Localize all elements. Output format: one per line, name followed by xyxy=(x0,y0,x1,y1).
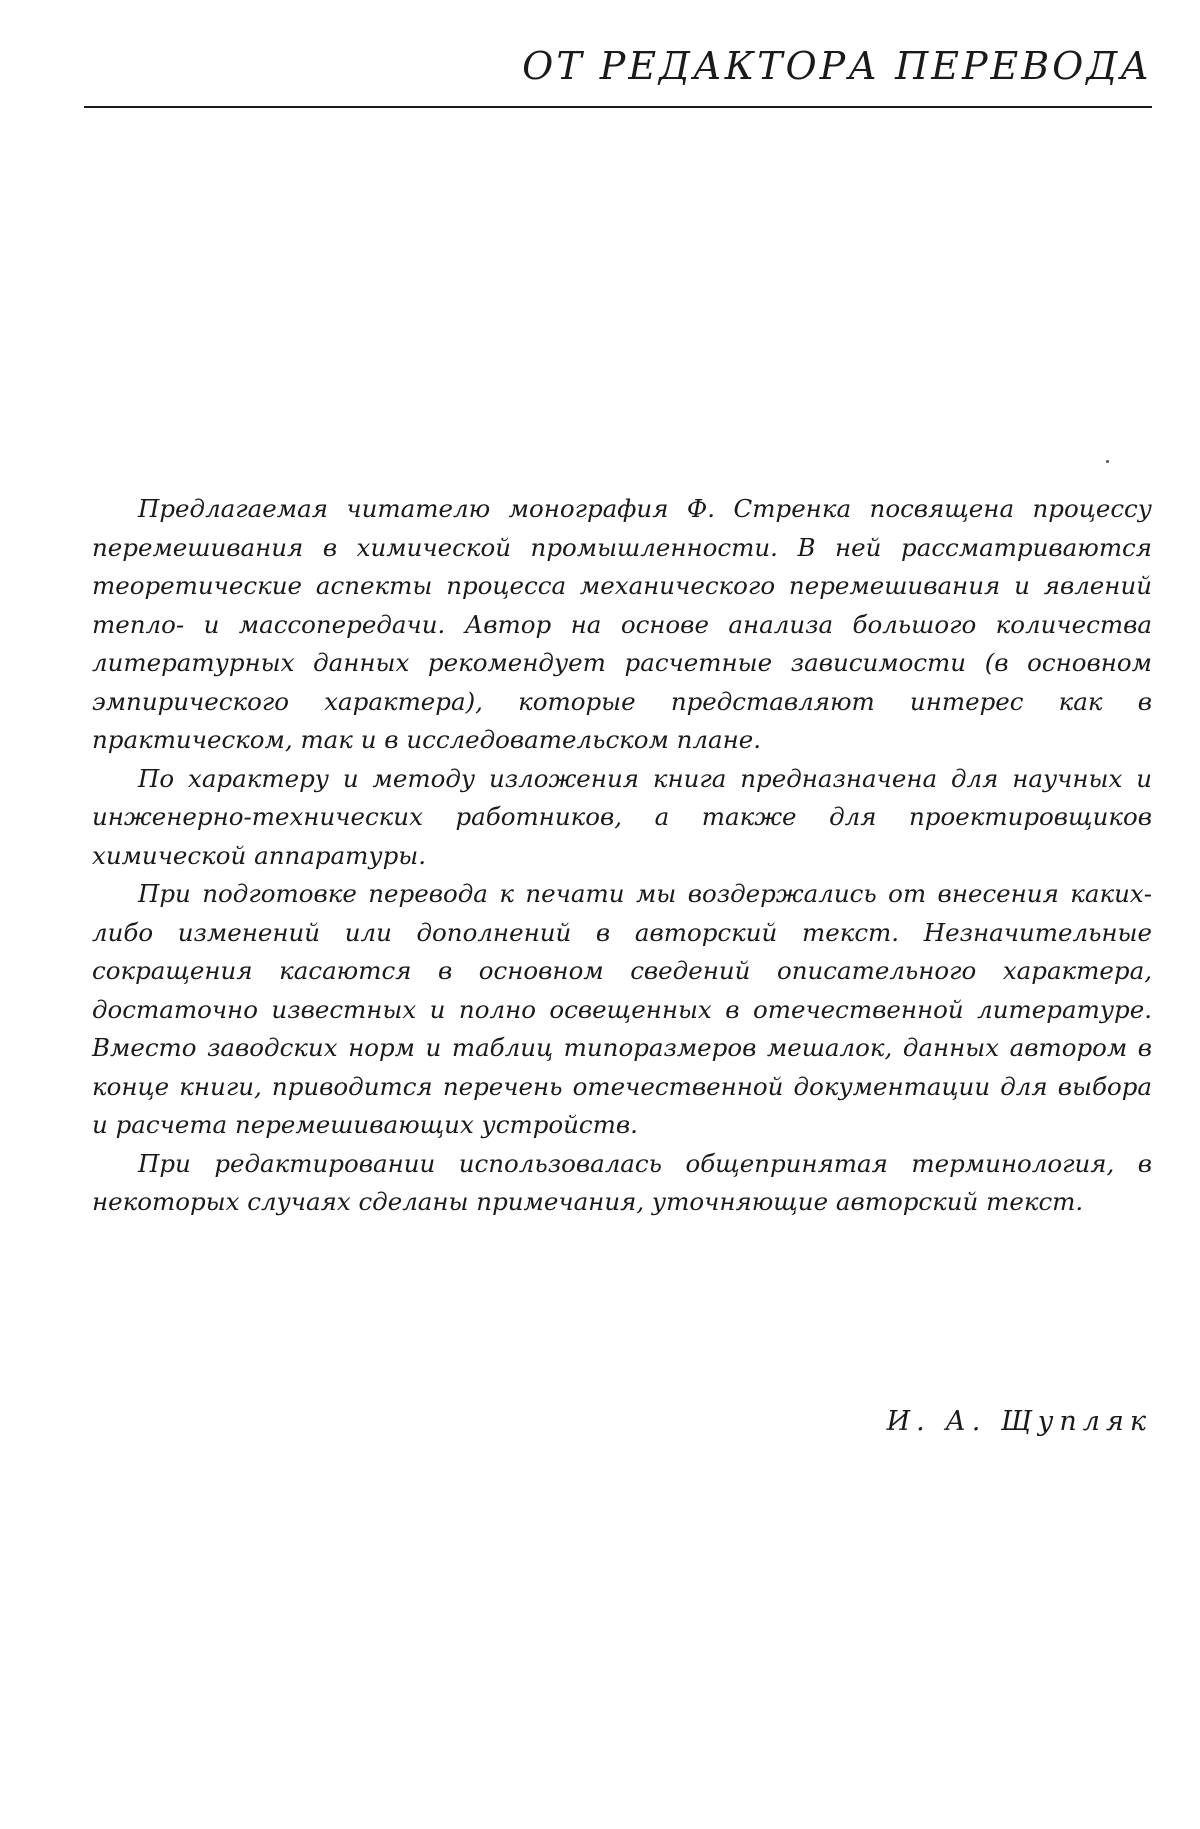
paragraph-translation-notes: При подготовке перевода к печати мы воздержались от внесения каких-либо изменений или дополнений в авторский текст. Незначительные сокращения касаются в основном сведений описательного характера, достаточно известных и полно освещенных в отечественной литературе. Вместо заводских норм и таблиц типоразмеров мешалок, данных автором в конце книги, приводится перечень отечественной документации для выбора и расчета перемешивающих устройств. xyxy=(92,879,1152,1139)
paragraph-terminology: При редактировании использовалась общепринятая терминология, в некоторых случаях сделаны примечания, уточняющие авторский текст. xyxy=(92,1148,1152,1216)
title-underline-rule xyxy=(84,106,1152,108)
paragraph-intro: Предлагаемая читателю монография Ф. Стренка посвящена процессу перемешивания в химической промышленности. В ней рассматриваются теоретические аспекты процесса механического перемешивания и явлений тепло- и массопередачи. Автор на основе анализа большого количества литературных данных рекомендует расчетные зависимости (в основном эмпирического характера), которые представляют интерес как в практическом, так и в исследовательском плане. xyxy=(92,494,1152,754)
chapter-title: ОТ РЕДАКТОРА ПЕРЕВОДА xyxy=(522,44,1152,88)
body-text xyxy=(92,490,1152,1222)
editor-signature: И. А. Щупляк xyxy=(886,1406,1152,1437)
print-speck xyxy=(1106,460,1109,463)
paragraph-audience: По характеру и методу изложения книга предназначена для научных и инженерно-технических работников, а также для проектировщиков химической аппаратуры. xyxy=(92,763,1152,870)
